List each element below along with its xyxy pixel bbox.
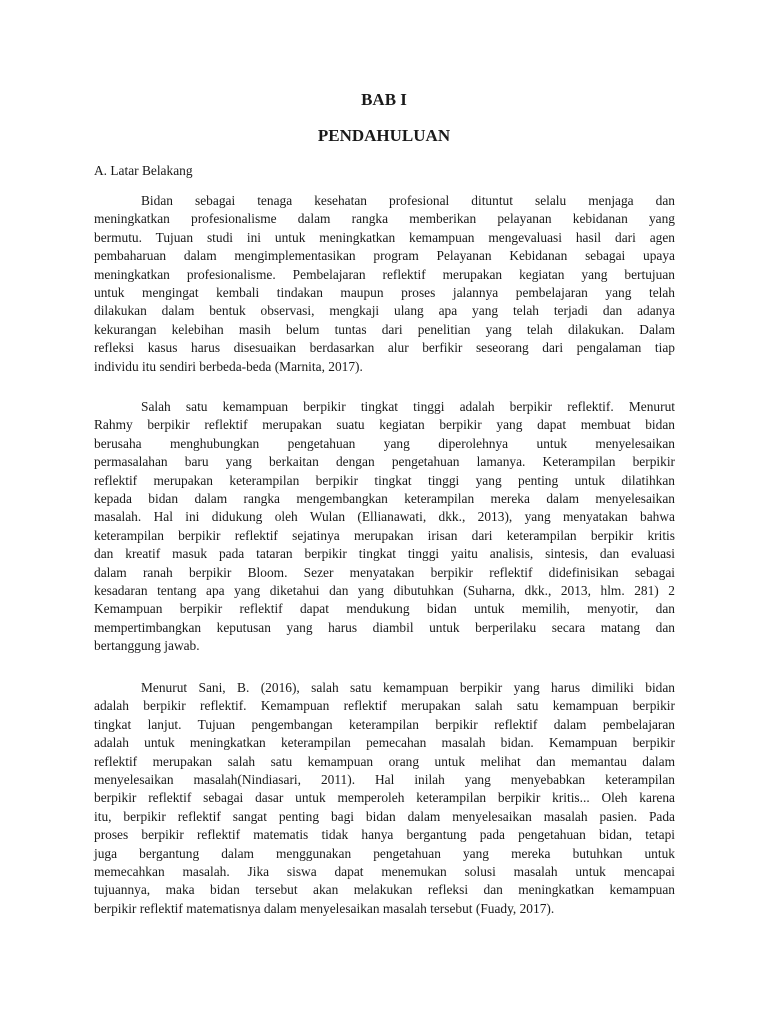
paragraph-line: reflektif merupakan salah satu kemampuan orang untuk melihat dan memantau dalam: [94, 753, 675, 769]
paragraph-line: menyelesaikan masalah(Nindiasari, 2011). Hal inilah yang menyebabkan keterampilan: [94, 771, 675, 787]
paragraph-line: meningkatkan profesionalisme. Pembelajaran reflektif merupakan kegiatan yang bertujuan: [94, 266, 675, 282]
paragraph-1: [94, 192, 675, 376]
paragraph-line: meningkatkan profesionalisme dalam rangka memberikan pelayanan kebidanan yang: [94, 211, 675, 227]
paragraph-line: tingkat lanjut. Tujuan pengembangan keterampilan berpikir reflektif dalam pembelajaran: [94, 716, 675, 732]
paragraph-line: adalah berpikir reflektif. Kemampuan reflektif merupakan salah satu kemampuan berpikir: [94, 698, 675, 714]
paragraph-line: mempertimbangkan keputusan yang harus diambil untuk berperilaku secara matang dan: [94, 619, 675, 635]
paragraph-line: berpikir reflektif matematisnya dalam menyelesaikan masalah tersebut (Fuady, 2017).: [94, 900, 555, 916]
paragraph-line: bertanggung jawab.: [94, 638, 200, 654]
paragraph-line: bermutu. Tujuan studi ini untuk meningkatkan kemampuan mengevaluasi hasil dari agen: [94, 229, 675, 245]
paragraph-line: individu itu sendiri berbeda-beda (Marnita, 2017).: [94, 358, 363, 374]
paragraph-line: proses berpikir reflektif matematis tidak hanya bergantung pada pengetahuan bidan, tetapi: [94, 827, 675, 843]
paragraph-line: berusaha menghubungkan pengetahuan yang diperolehnya untuk menyelesaikan: [94, 435, 675, 451]
paragraph-line: itu, berpikir reflektif sangat penting bagi bidan dalam menyelesaikan masalah pasien. Pada: [94, 808, 675, 824]
paragraph-line: adalah untuk meningkatkan keterampilan pemecahan masalah bidan. Kemampuan berpikir: [94, 735, 675, 751]
paragraph-line: reflektif merupakan keterampilan berpikir tingkat tinggi yang penting untuk dilatihkan: [94, 472, 675, 488]
paragraph-line: untuk mengingat kembali tindakan maupun proses jalannya pembelajaran yang telah: [94, 284, 675, 300]
paragraph-line: Salah satu kemampuan berpikir tingkat tinggi adalah berpikir reflektif. Menurut: [141, 399, 675, 414]
paragraph-line: refleksi kasus harus disesuaikan berdasarkan alur berfikir seseorang dari pengalaman tiap: [94, 340, 675, 356]
paragraph-line: kesadaran tentang apa yang diketahui dan yang dibutuhkan (Suharna, dkk., 2013, hlm. 281) 2: [94, 582, 675, 598]
paragraph-line: dan kreatif masuk pada tataran berpikir tingkat tinggi yaitu analisis, sintesis, dan evaluasi: [94, 546, 675, 562]
paragraph-line: Rahmy berpikir reflektif merupakan suatu kegiatan berpikir yang dapat membuat bidan: [94, 417, 675, 433]
paragraph-line: Bidan sebagai tenaga kesehatan profesional dituntut selalu menjaga dan: [141, 193, 675, 208]
paragraph-line: juga bergantung dalam menggunakan pengetahuan yang mereka butuhkan untuk: [94, 845, 675, 861]
paragraph-line: memecahkan masalah. Jika siswa dapat menemukan solusi masalah untuk mencapai: [94, 863, 675, 879]
paragraph-line: permasalahan baru yang berkaitan dengan pengetahuan lamanya. Keterampilan berpikir: [94, 454, 675, 470]
paragraph-line: Menurut Sani, B. (2016), salah satu kemampuan berpikir yang harus dimiliki bidan: [141, 680, 675, 695]
paragraph-line: kekurangan kelebihan masih belum tuntas dari penelitian yang telah dilakukan. Dalam: [94, 321, 675, 337]
paragraph-3: [94, 679, 675, 918]
paragraph-line: dalam ranah berpikir Bloom. Sezer menyatakan berpikir reflektif didefinisikan sebagai: [94, 564, 675, 580]
paragraph-line: pembaharuan dalam mengimplementasikan program Pelayanan Kebidanan sebagai upaya: [94, 248, 675, 264]
paragraph-line: kepada bidan dalam rangka mengembangkan keterampilan mereka dalam menyelesaikan: [94, 490, 675, 506]
section-heading: A. Latar Belakang: [94, 163, 193, 178]
paragraph-line: tujuannya, maka bidan tersebut akan melakukan refleksi dan meningkatkan kemampuan: [94, 882, 675, 898]
paragraph-line: masalah. Hal ini didukung oleh Wulan (Ellianawati, dkk., 2013), yang menyatakan bahwa: [94, 509, 675, 525]
paragraph-line: dilakukan dalam bentuk observasi, mengkaji ulang apa yang telah terjadi dan adanya: [94, 303, 675, 319]
chapter-title: PENDAHULUAN: [317, 126, 451, 145]
paragraph-line: Kemampuan berpikir reflektif dapat mendukung bidan untuk memilih, menyotir, dan: [94, 601, 675, 617]
paragraph-line: berpikir reflektif sebagai dasar untuk memperoleh keterampilan berpikir kritis... Oleh karena: [94, 790, 675, 806]
chapter-label: BAB I: [361, 90, 407, 109]
paragraph-2: [94, 398, 675, 655]
paragraph-line: keterampilan berpikir reflektif sejatinya merupakan irisan dari keterampilan berpikir kritis: [94, 527, 675, 543]
